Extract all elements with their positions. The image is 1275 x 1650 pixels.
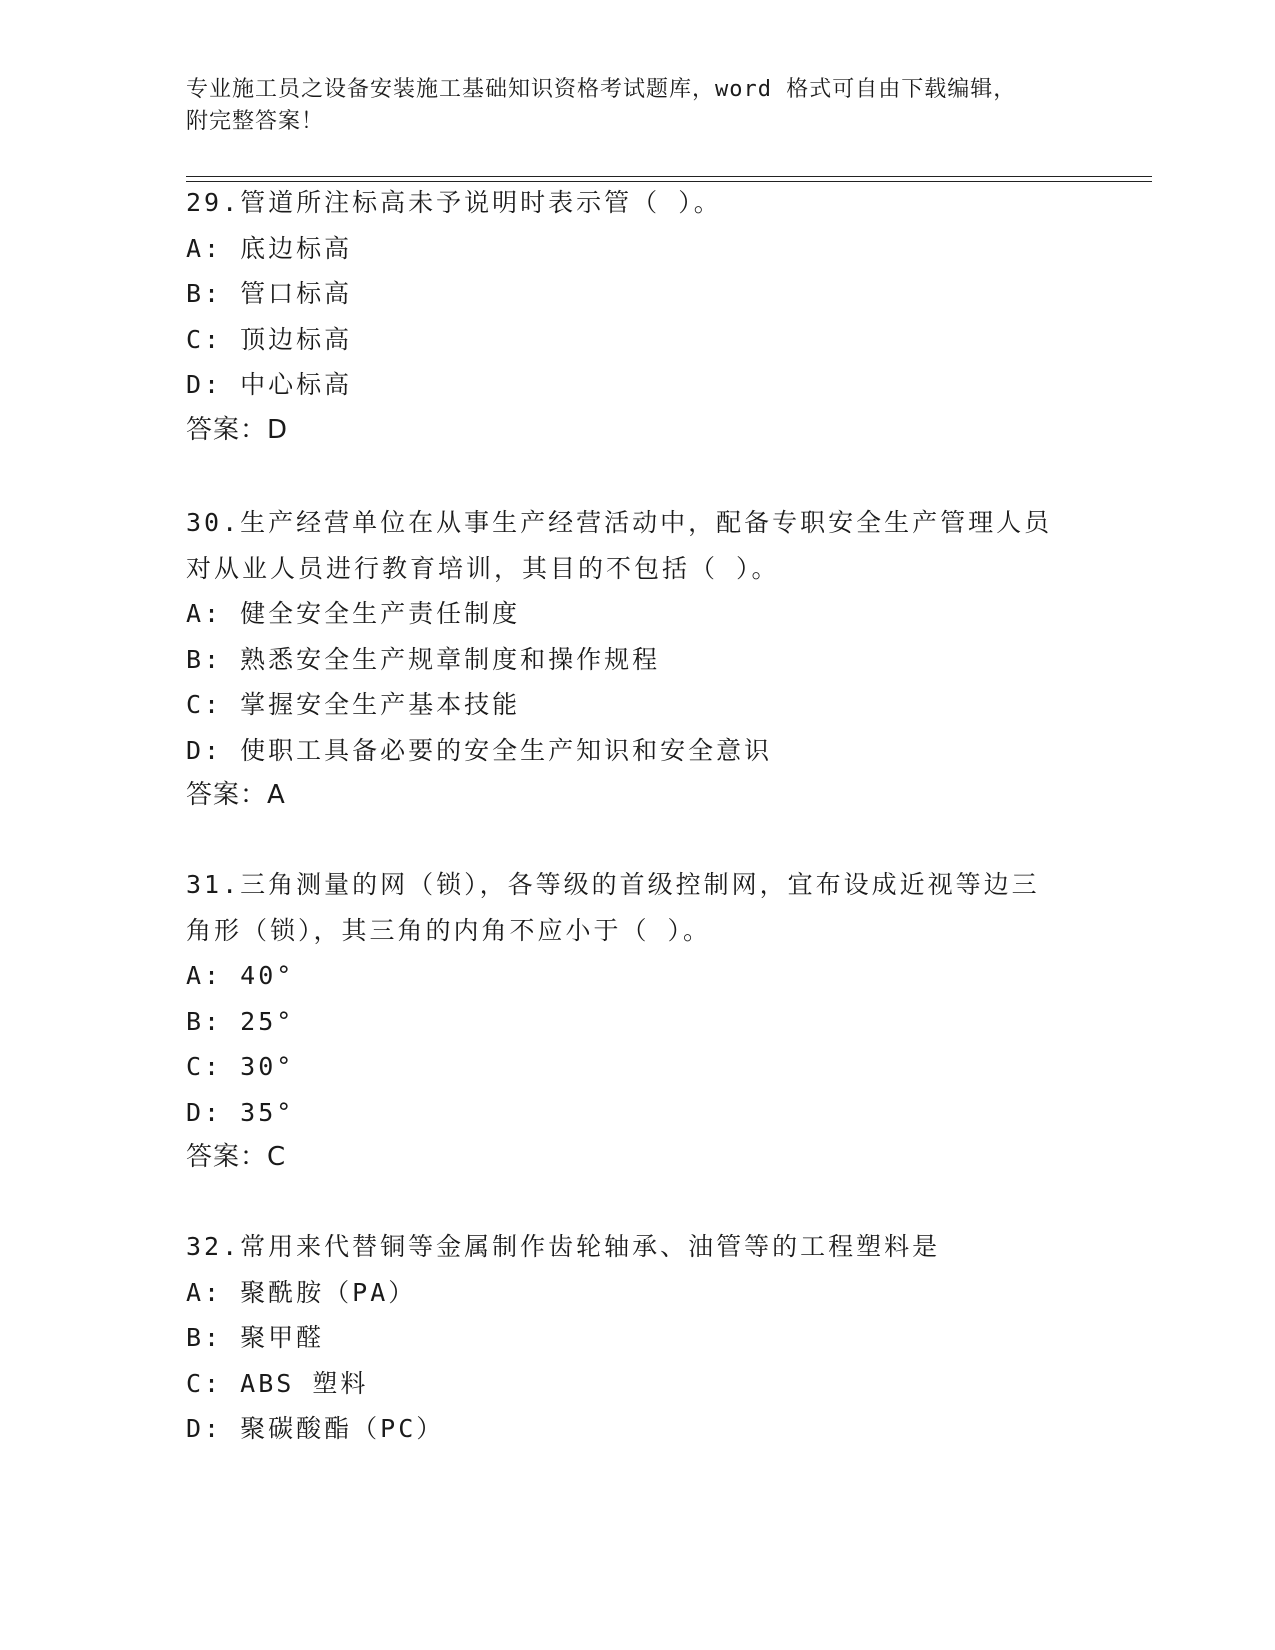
option-c: C: ABS 塑料 bbox=[186, 1368, 369, 1398]
option-a: A: 聚酰胺（PA） bbox=[186, 1277, 417, 1307]
option-a: A: 40° bbox=[186, 961, 295, 990]
option-b: B: 25° bbox=[186, 1006, 295, 1036]
option-c: C: 30° bbox=[186, 1052, 295, 1081]
answer-label: 答案：A bbox=[186, 780, 286, 810]
option-a: A: 健全安全生产责任制度 bbox=[186, 599, 521, 628]
option-a: A: 底边标高 bbox=[186, 233, 353, 263]
option-d: D: 35° bbox=[186, 1097, 295, 1127]
option-b: B: 管口标高 bbox=[186, 279, 353, 308]
header-title-line-2: 附完整答案！ bbox=[186, 109, 325, 134]
answer-label: 答案：C bbox=[186, 1142, 287, 1172]
question-stem-line-1: 31.三角测量的网（锁），各等级的首级控制网，宜布设成近视等边三 bbox=[186, 870, 1040, 899]
option-b: B: 熟悉安全生产规章制度和操作规程 bbox=[186, 644, 661, 674]
question-32 bbox=[186, 1224, 1086, 1452]
option-c: C: 掌握安全生产基本技能 bbox=[186, 690, 521, 719]
option-d: D: 中心标高 bbox=[186, 370, 353, 399]
question-stem: 29.管道所注标高未予说明时表示管（ ）。 bbox=[186, 188, 722, 217]
header-divider-top bbox=[186, 176, 1152, 177]
question-stem-line-2: 对从业人员进行教育培训，其目的不包括（ ）。 bbox=[186, 553, 780, 583]
option-d: D: 使职工具备必要的安全生产知识和安全意识 bbox=[186, 735, 773, 765]
question-30 bbox=[186, 500, 1086, 819]
header-title-line-1: 专业施工员之设备安装施工基础知识资格考试题库，word 格式可自由下载编辑， bbox=[186, 77, 1017, 102]
question-31 bbox=[186, 862, 1086, 1181]
option-b: B: 聚甲醛 bbox=[186, 1323, 325, 1352]
option-c: C: 顶边标高 bbox=[186, 324, 353, 354]
option-d: D: 聚碳酸酯（PC） bbox=[186, 1414, 445, 1443]
question-29 bbox=[186, 180, 1086, 453]
question-stem-line-2: 角形（锁），其三角的内角不应小于（ ）。 bbox=[186, 915, 712, 945]
document-header bbox=[186, 74, 1066, 138]
answer-label: 答案：D bbox=[186, 414, 289, 445]
question-stem: 32.常用来代替铜等金属制作齿轮轴承、油管等的工程塑料是 bbox=[186, 1232, 941, 1261]
question-stem-line-1: 30.生产经营单位在从事生产经营活动中，配备专职安全生产管理人员 bbox=[186, 508, 1053, 537]
